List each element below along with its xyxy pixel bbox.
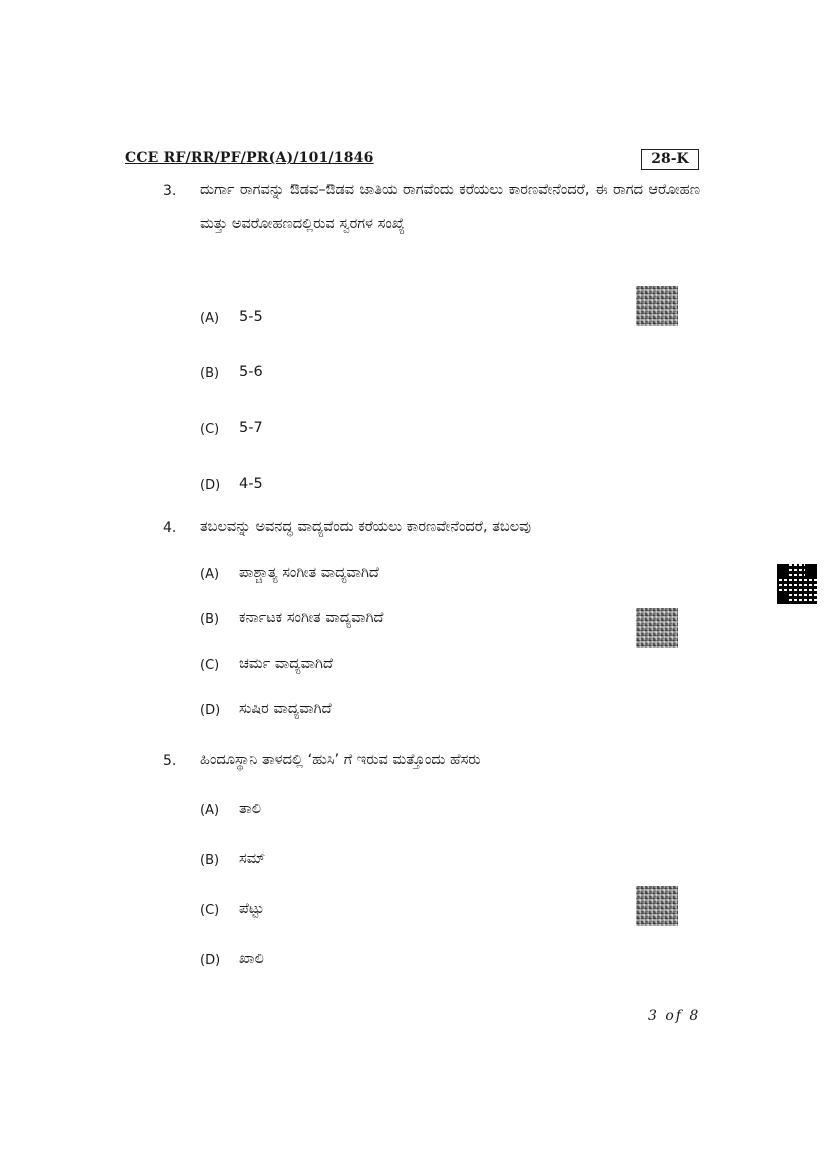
- question-number: 5.: [163, 753, 177, 769]
- option-label: (C): [200, 658, 220, 673]
- question-text: ಹಿಂದೂಸ್ಥಾನಿ ತಾಳದಲ್ಲಿ ‘ಹುಸಿ’ ಗೆ ಇರುವ ಮತ್ತೊಂದು ಹೆಸರು: [200, 752, 481, 768]
- scan-noise-block: [636, 886, 678, 926]
- option-text: ಪಾಶ್ಚಾತ್ಯ ಸಂಗೀತ ವಾದ್ಯವಾಗಿದೆ: [239, 565, 379, 581]
- option-text: 5-6: [239, 364, 263, 380]
- question-number: 3.: [163, 183, 177, 199]
- option-label: (C): [200, 903, 220, 918]
- option-label: (A): [200, 567, 220, 582]
- paper-code-box: 28-K: [641, 149, 699, 170]
- option-text: ಕರ್ನಾಟಕ ಸಂಗೀತ ವಾದ್ಯವಾಗಿದೆ: [239, 610, 384, 626]
- option-label: (C): [200, 422, 220, 437]
- option-text: 4-5: [239, 476, 263, 492]
- page-number: 3 of 8: [648, 1008, 701, 1024]
- option-label: (D): [200, 478, 221, 493]
- question-text: ತಬಲವನ್ನು ಅವನದ್ಧ ವಾದ್ಯವೆಂದು ಕರೆಯಲು ಕಾರಣವೇನೆಂದರೆ, ತಬಲವು: [200, 519, 531, 535]
- option-text: ಚರ್ಮ ವಾದ್ಯವಾಗಿದೆ: [239, 656, 333, 672]
- option-label: (A): [200, 803, 220, 818]
- option-text: ಸುಷಿರ ವಾದ್ಯವಾಗಿದೆ: [239, 701, 332, 717]
- option-label: (D): [200, 703, 221, 718]
- option-label: (B): [200, 853, 220, 868]
- option-label: (B): [200, 612, 220, 627]
- question-text: ದುರ್ಗಾ ರಾಗವನ್ನು ಔಡವ–ಔಡವ ಜಾತಿಯ ರಾಗವೆಂದು ಕರೆಯಲು ಕಾರಣವೇನೆಂದರೆ, ಈ ರಾಗದ ಆರೋಹಣ ಮತ್ತು ಅವರೋಹಣದಲ್ಲಿರುವ ಸ್ವರಗಳ ಸಂಖ್ಯೆ: [200, 182, 700, 232]
- option-text: ತಾಲಿ: [239, 801, 262, 817]
- qr-code-icon: [777, 564, 817, 604]
- option-text: 5-7: [239, 420, 263, 436]
- option-label: (B): [200, 366, 220, 381]
- option-text: ಸಮ್: [239, 851, 266, 867]
- option-label: (A): [200, 311, 220, 326]
- option-label: (D): [200, 953, 221, 968]
- option-text: ಖಾಲಿ: [239, 951, 264, 967]
- exam-code: CCE RF/RR/PF/PR(A)/101/1846: [125, 150, 374, 166]
- option-text: ಪೆಟ್ಟು: [239, 901, 264, 917]
- scan-noise-block: [636, 286, 678, 326]
- option-text: 5-5: [239, 309, 263, 325]
- question-number: 4.: [163, 520, 177, 536]
- scan-noise-block: [636, 608, 678, 648]
